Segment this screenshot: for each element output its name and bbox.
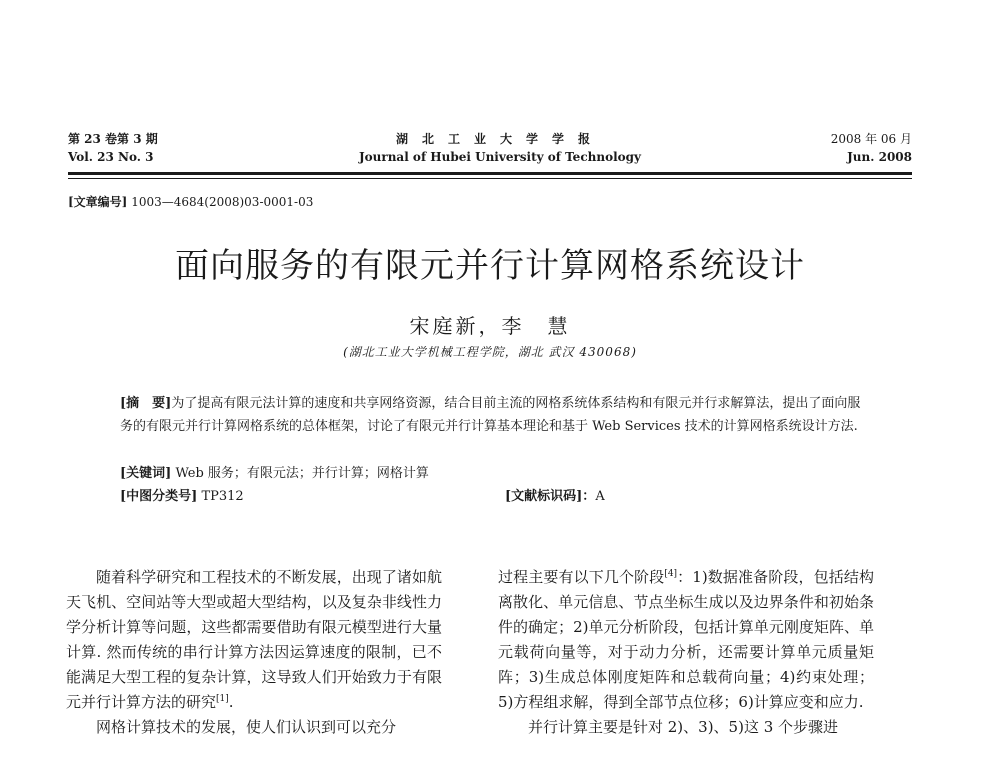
keywords-label: [关键词] xyxy=(120,466,172,481)
paragraph xyxy=(66,565,442,715)
paragraph-end: . xyxy=(228,693,234,711)
abstract-text: 为了提高有限元法计算的速度和共享网络资源，结合目前主流的网格系统体系结构和有限元并行求解算法，提出了面向服务的有限元并行计算网格系统的总体框架，讨论了有限元并行计算基本理论和基于 Web Services 技术的计算网格系统设计方法. xyxy=(120,396,861,434)
classification-number xyxy=(120,485,420,508)
journal-volume xyxy=(68,130,158,166)
keywords-text: Web 服务；有限元法；并行计算；网格计算 xyxy=(175,466,429,481)
paragraph-text-rest: ：1)数据准备阶段，包括结构离散化、单元信息、节点坐标生成以及边界条件和初始条件的确定；2)单元分析阶段，包括计算单元刚度矩阵、单元载荷向量等，对于动力分析，还需要计算单元质量矩阵；3)生成总体刚度矩阵和总载荷向量；4)约束处理；5)方程组求解，得到全部节点位移；6)计算应变和应力. xyxy=(498,568,874,711)
paper-title: 面向服务的有限元并行计算网格系统设计 xyxy=(175,246,805,286)
document-code xyxy=(505,485,605,504)
paragraph-partial: 网格计算技术的发展，使人们认识到可以充分 xyxy=(96,718,397,736)
keywords xyxy=(120,462,870,485)
classification-value: TP312 xyxy=(201,489,244,504)
document-code-label: [文献标识码]： xyxy=(505,489,596,504)
document-code-value: A xyxy=(595,489,605,504)
date-en: Jun. 2008 xyxy=(847,150,912,164)
classification-label: [中图分类号] xyxy=(120,489,198,504)
header-rule-thin xyxy=(68,178,912,179)
body-column-right xyxy=(498,565,874,739)
journal-name-en: Journal of Hubei University of Technology xyxy=(358,150,642,164)
citation: [4] xyxy=(664,569,678,579)
article-number-value: 1003—4684(2008)03-0001-03 xyxy=(131,195,314,209)
header-rule-thick xyxy=(68,172,912,175)
date-cn: 2008 年 06 月 xyxy=(830,132,912,146)
abstract-label: [摘 要] xyxy=(120,396,172,411)
paragraph xyxy=(498,565,874,715)
author-affiliation: (湖北工业大学机械工程学院，湖北 武汉 430068) xyxy=(343,345,637,359)
article-number-label: [文章编号] xyxy=(68,195,128,209)
paragraph-text: 过程主要有以下几个阶段 xyxy=(498,568,665,586)
paper-authors: 宋庭新，李 慧 xyxy=(409,314,571,338)
journal-date xyxy=(831,130,912,166)
abstract xyxy=(120,392,870,438)
volume-en: Vol. 23 No. 3 xyxy=(68,150,154,164)
paragraph-partial: 并行计算主要是针对 2)、3)、5)这 3 个步骤进 xyxy=(528,718,839,736)
volume-cn: 第 23 卷第 3 期 xyxy=(68,132,158,146)
journal-name xyxy=(280,130,720,166)
journal-name-cn: 湖北工业大学学报 xyxy=(395,132,604,146)
body-column-left xyxy=(66,565,442,739)
paragraph-text: 随着科学研究和工程技术的不断发展，出现了诸如航天飞机、空间站等大型或超大型结构，以及复杂非线性力学分析计算等问题，这些都需要借助有限元模型进行大量计算. 然而传统的串行计算方法因运算速度的限制，已不能满足大型工程的复杂计算，这导致人们开始致力于有限元并行计算方法的研究 xyxy=(66,568,442,711)
citation: [1] xyxy=(216,694,229,704)
article-number xyxy=(68,193,313,210)
